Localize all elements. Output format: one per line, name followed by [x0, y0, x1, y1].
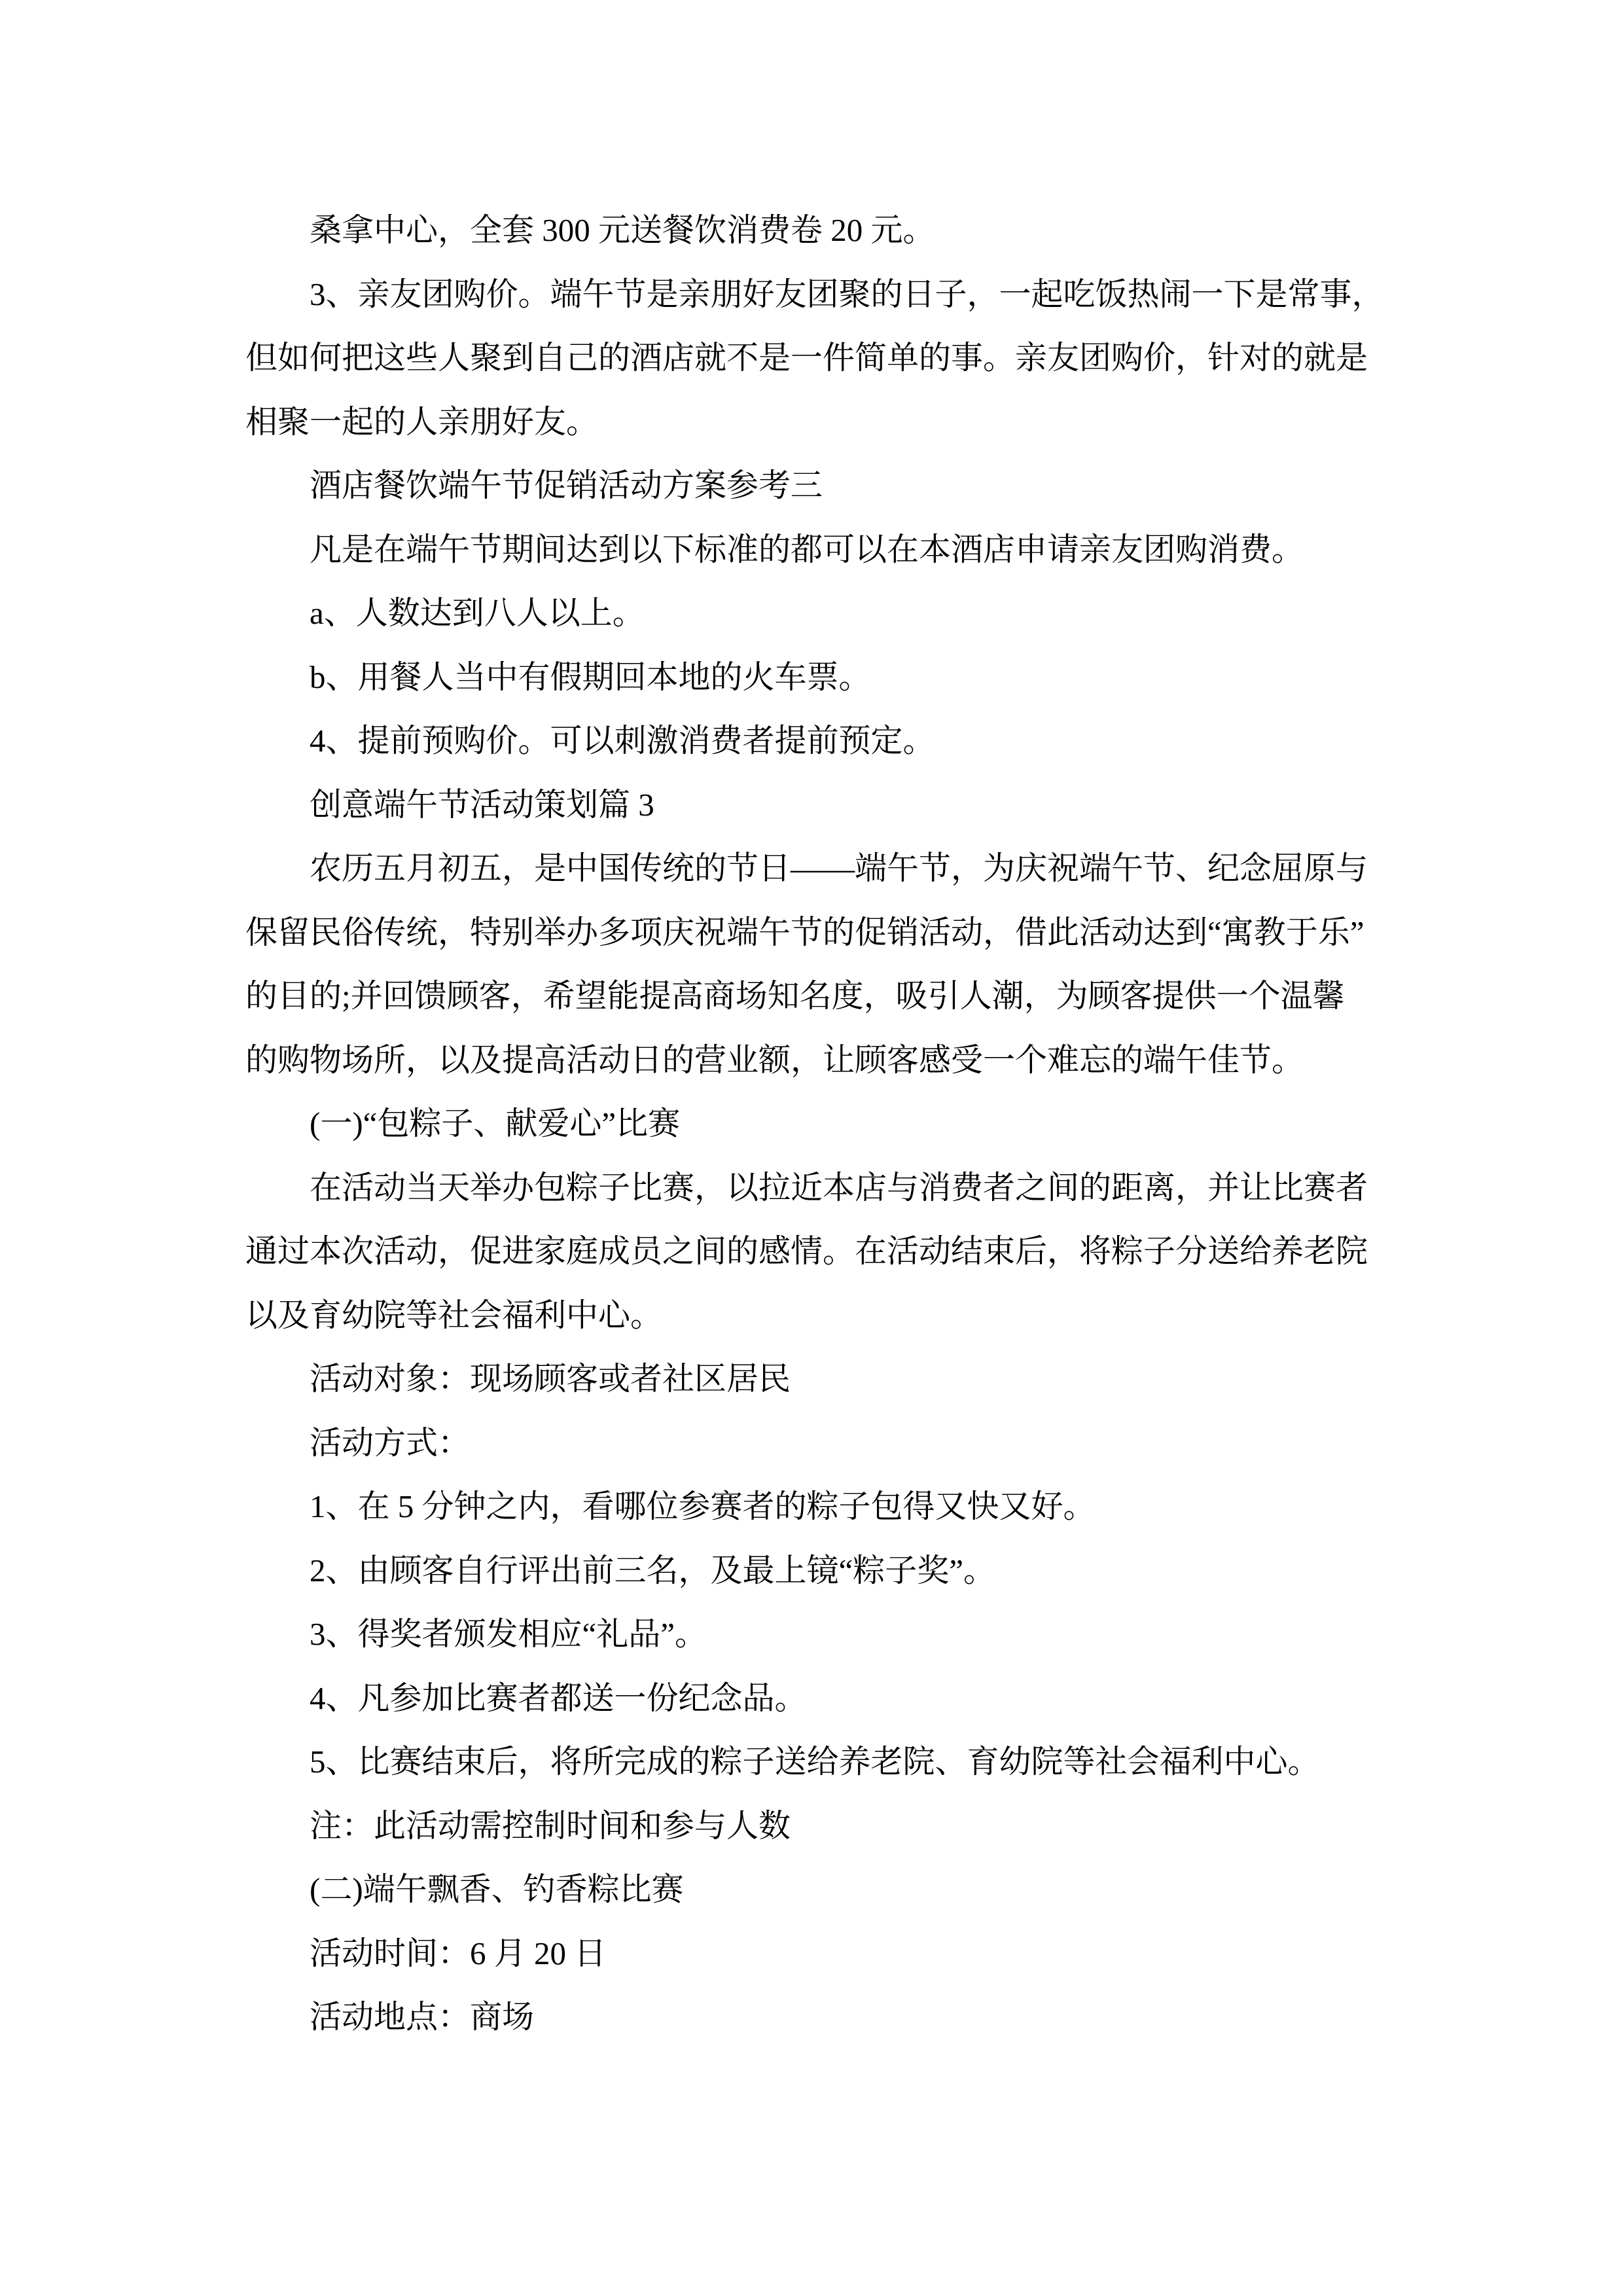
document-body	[245, 198, 1384, 2049]
text-line: 注：此活动需控制时间和参与人数	[310, 1807, 791, 1844]
text-line: 3、得奖者颁发相应“礼品”。	[310, 1616, 707, 1652]
text-line: 活动地点：商场	[310, 1999, 535, 2035]
text-line: 4、提前预购价。可以刺激消费者提前预定。	[310, 723, 935, 759]
text-line: (二)端午飘香、钓香粽比赛	[310, 1871, 684, 1907]
text-line: 4、凡参加比赛者都送一份纪念品。	[310, 1679, 807, 1716]
text-line: 的目的;并回馈顾客，希望能提高商场知名度，吸引人潮，为顾客提供一个温馨	[245, 978, 1345, 1014]
text-line: 创意端午节活动策划篇 3	[310, 786, 654, 823]
text-line: 5、比赛结束后，将所完成的粽子送给养老院、育幼院等社会福利中心。	[310, 1744, 1320, 1780]
text-line: 在活动当天举办包粽子比赛，以拉近本店与消费者之间的距离，并让比赛者	[310, 1169, 1368, 1206]
text-line: 3、亲友团购价。端午节是亲朋好友团聚的日子，一起吃饭热闹一下是常事，	[310, 276, 1384, 312]
text-line: 2、由顾客自行评出前三名，及最上镜“粽子奖”。	[310, 1552, 995, 1588]
text-line: 的购物场所，以及提高活动日的营业额，让顾客感受一个难忘的端午佳节。	[245, 1041, 1304, 1078]
text-line: 活动方式：	[310, 1424, 471, 1461]
text-line: 通过本次活动，促进家庭成员之间的感情。在活动结束后，将粽子分送给养老院	[245, 1233, 1368, 1269]
text-line: 酒店餐饮端午节促销活动方案参考三	[310, 467, 823, 503]
text-line: 桑拿中心，全套 300 元送餐饮消费卷 20 元。	[310, 212, 935, 248]
text-line: 相聚一起的人亲朋好友。	[245, 403, 599, 440]
text-line: 但如何把这些人聚到自己的酒店就不是一件简单的事。亲友团购价，针对的就是	[245, 340, 1368, 376]
text-line: 凡是在端午节期间达到以下标准的都可以在本酒店申请亲友团购消费。	[310, 531, 1304, 567]
text-line: 1、在 5 分钟之内，看哪位参赛者的粽子包得又快又好。	[310, 1488, 1096, 1524]
text-line: 农历五月初五，是中国传统的节日——端午节，为庆祝端午节、纪念屈原与	[310, 850, 1368, 886]
text-line: b、用餐人当中有假期回本地的火车票。	[310, 658, 871, 695]
text-line: 保留民俗传统，特别举办多项庆祝端午节的促销活动，借此活动达到“寓教于乐”	[245, 914, 1364, 950]
text-line: 以及育幼院等社会福利中心。	[245, 1297, 663, 1333]
text-line: 活动对象：现场顾客或者社区居民	[310, 1361, 791, 1397]
text-line: (一)“包粽子、献爱心”比赛	[310, 1105, 681, 1141]
text-line: a、人数达到八人以上。	[310, 595, 645, 631]
text-line: 活动时间：6 月 20 日	[310, 1935, 607, 1971]
